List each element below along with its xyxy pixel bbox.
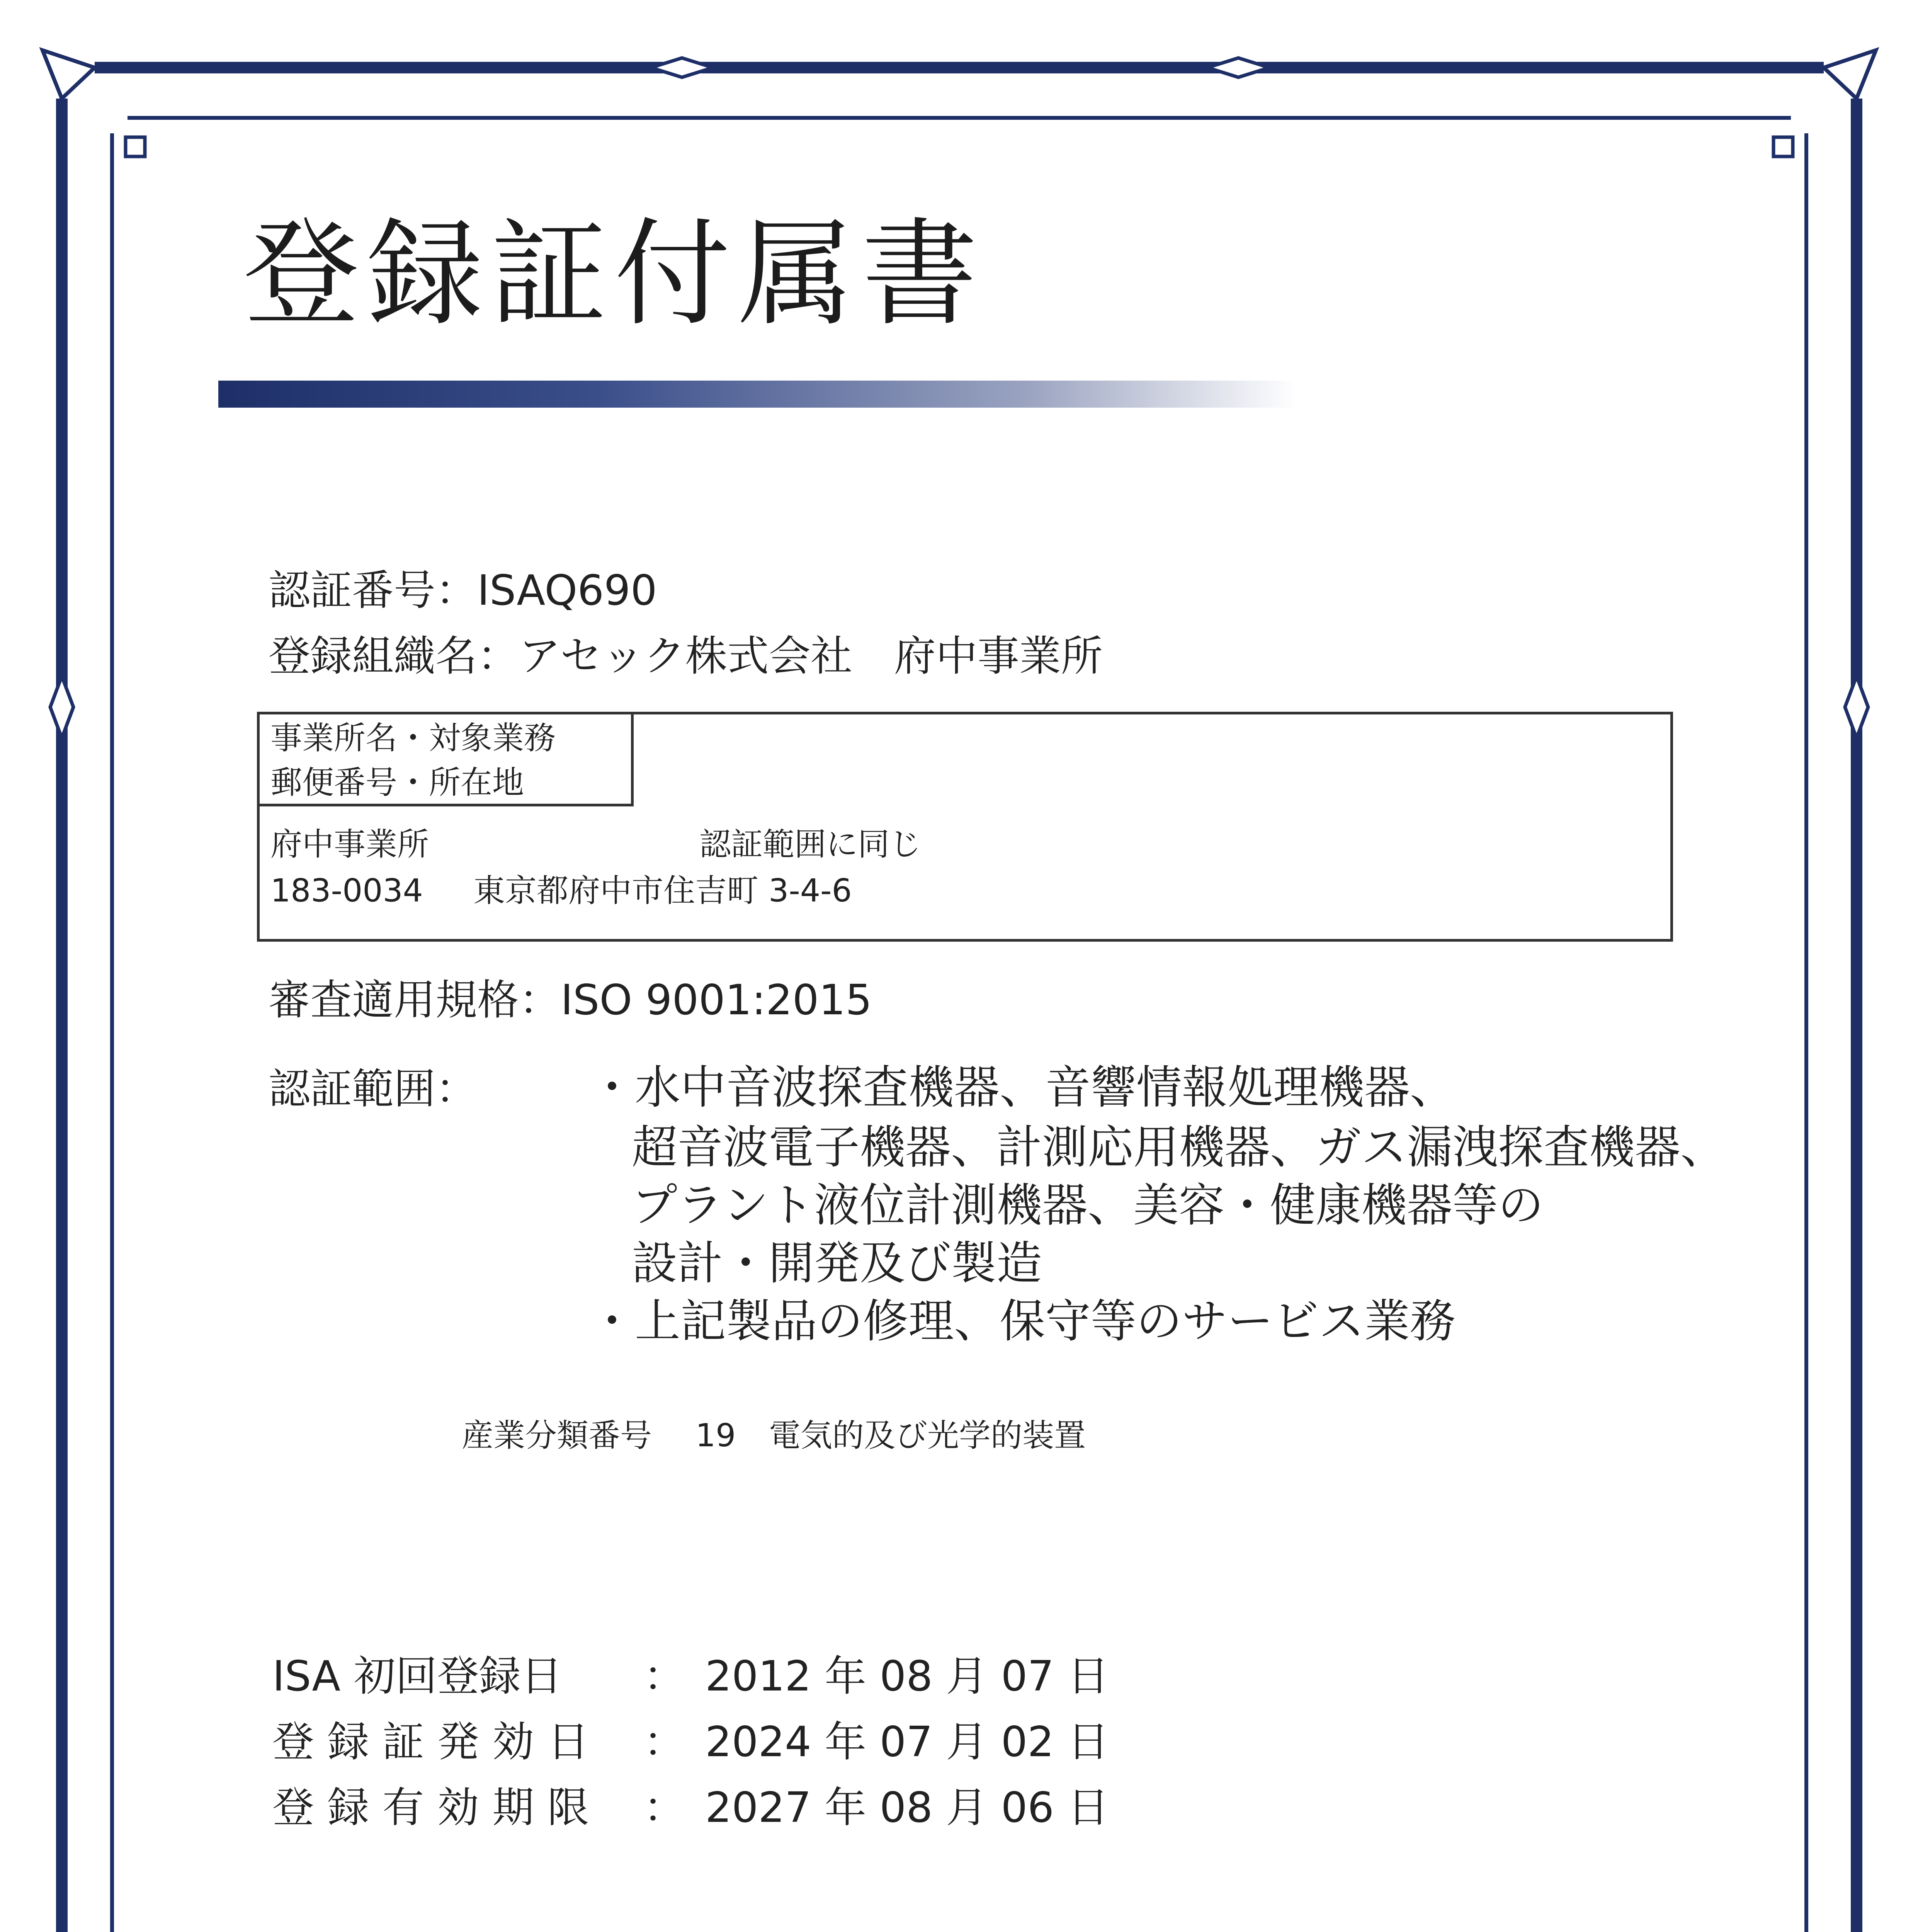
site-name: 府中事業所: [270, 826, 429, 863]
effective-date-colon: ：: [643, 1718, 685, 1766]
site-table-header-line2: 郵便番号・所在地: [270, 764, 524, 801]
certificate-number-label: 認証番号：: [269, 566, 478, 615]
certificate-number-row: [269, 566, 657, 615]
scope-line-1: ・水中音波探査機器、音響情報処理機器、: [589, 1061, 1456, 1114]
organization-label: 登録組織名：: [269, 632, 519, 680]
title-underline-bar: [218, 381, 1296, 408]
initial-registration-date: 2012 年 08 月 07 日: [705, 1652, 1109, 1701]
initial-registration-label: ISA 初回登録日: [272, 1652, 563, 1701]
standard-value: ISO 9001:2015: [561, 976, 872, 1024]
document-title: 登録証付属書: [243, 207, 985, 342]
industry-code: 19: [695, 1417, 736, 1454]
site-scope: 認証範囲に同じ: [699, 826, 922, 863]
scope-line-2: 超音波電子機器、計測応用機器、ガス漏洩探査機器、: [632, 1121, 1726, 1174]
industry-label: 産業分類番号: [462, 1417, 652, 1454]
scope-line-4: 設計・開発及び製造: [632, 1236, 1042, 1290]
scope-line-5: ・上記製品の修理、保守等のサービス業務: [589, 1294, 1456, 1348]
expiry-date-label: 登 録 有 効 期 限: [272, 1784, 589, 1832]
postal-code: 183-0034: [270, 872, 423, 909]
scope-label: 認証範囲：: [269, 1065, 478, 1113]
effective-date-label: 登 録 証 発 効 日: [272, 1718, 589, 1766]
expiry-date-colon: ：: [643, 1784, 685, 1832]
organization-value: アセック株式会社 府中事業所: [519, 632, 1103, 680]
site-table-header-line1: 事業所名・対象業務: [270, 720, 556, 757]
scope-line-3: プラント液位計測機器、美容・健康機器等の: [632, 1179, 1544, 1232]
initial-registration-colon: ：: [643, 1652, 685, 1701]
industry-name: 電気的及び光学的装置: [769, 1417, 1086, 1454]
effective-date: 2024 年 07 月 02 日: [705, 1718, 1109, 1766]
certificate-number-value: ISAQ690: [477, 566, 657, 615]
organization-row: [269, 632, 1103, 680]
site-address: 東京都府中市住吉町 3-4-6: [473, 872, 852, 909]
standard-label: 審査適用規格：: [269, 976, 561, 1024]
standard-row: [269, 976, 872, 1024]
expiry-date: 2027 年 08 月 06 日: [705, 1784, 1109, 1832]
